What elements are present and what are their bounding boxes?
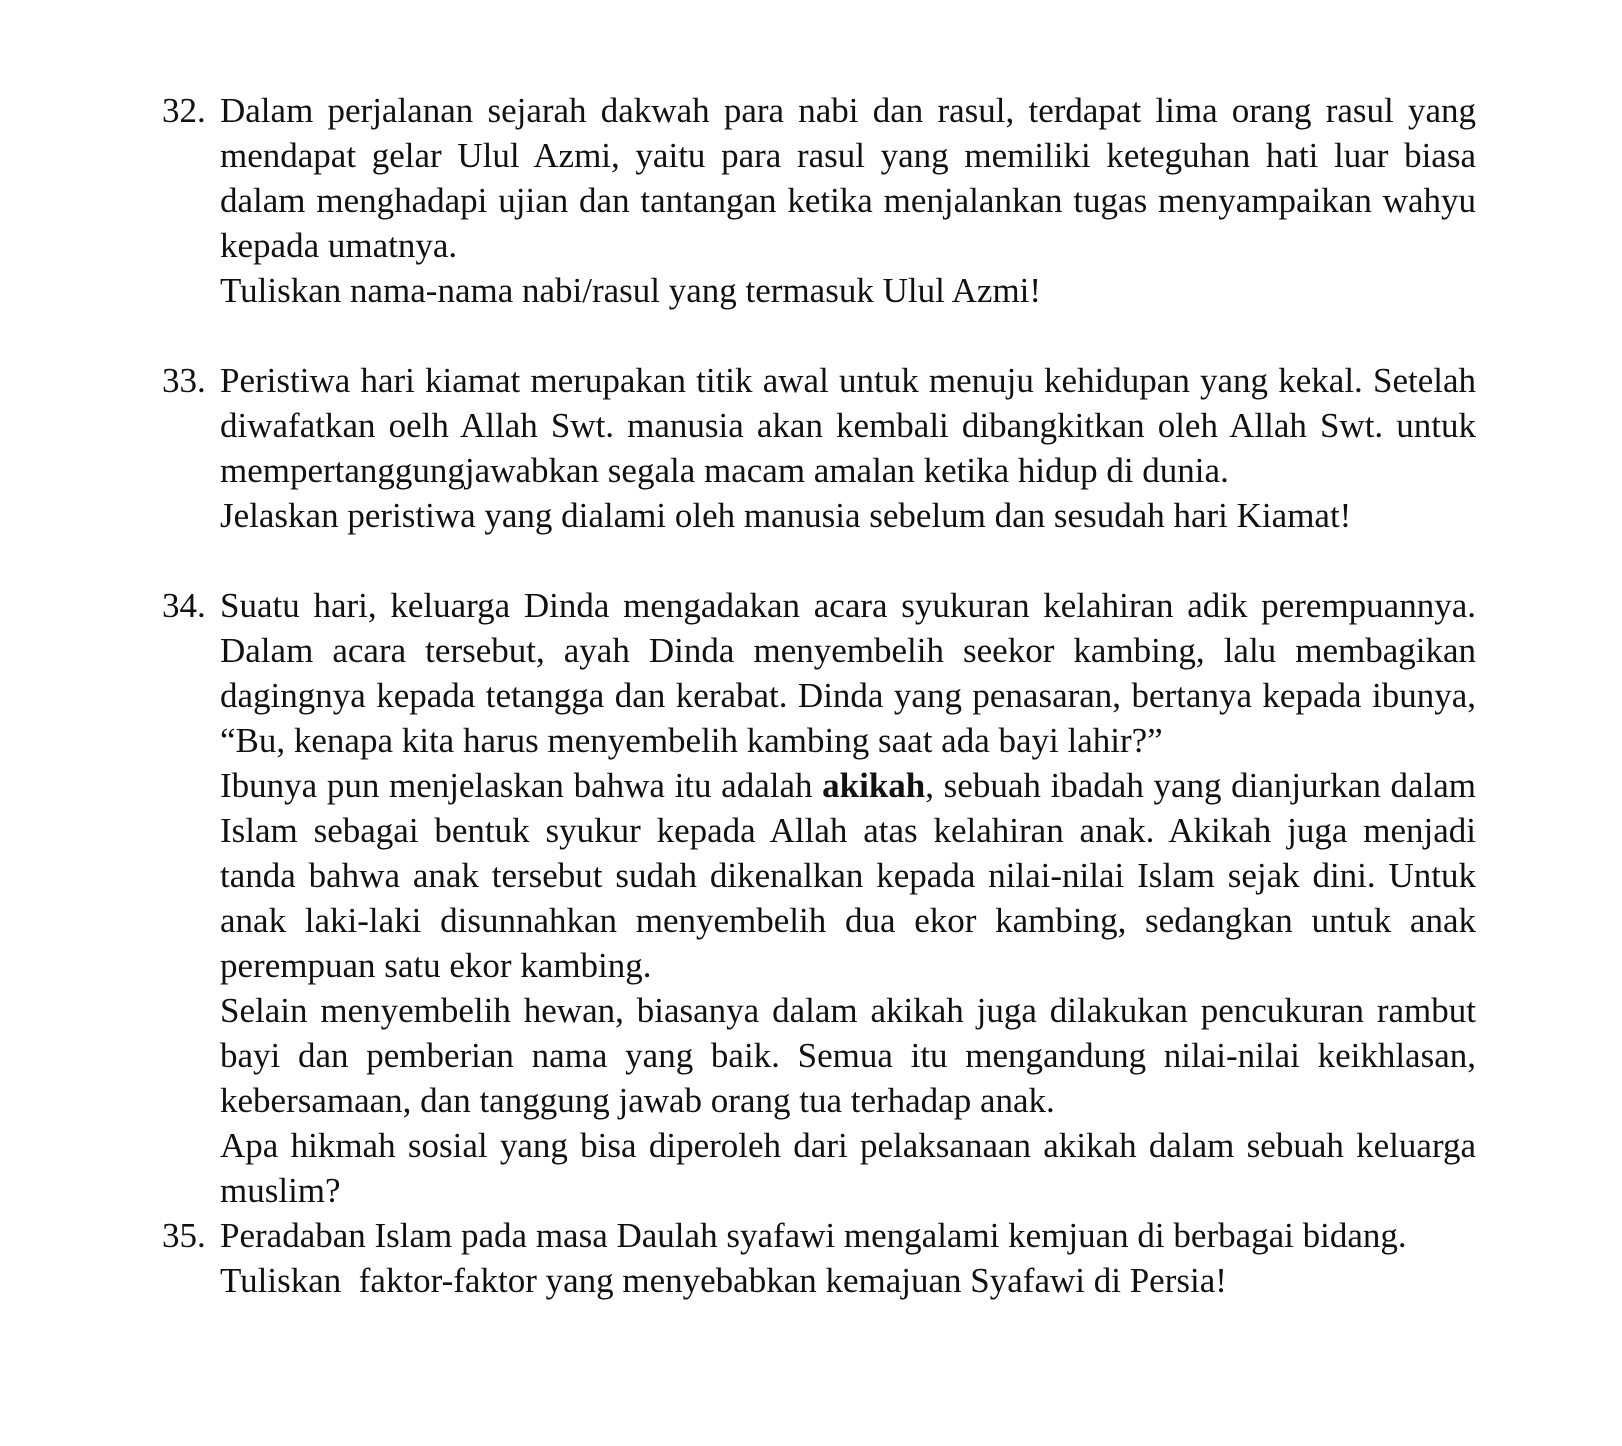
question-number: 35.	[162, 1216, 206, 1255]
text-run: Ibunya pun menjelaskan bahwa itu adalah	[220, 766, 823, 805]
question-body	[220, 583, 1476, 1213]
question-paragraph: Suatu hari, keluarga Dinda mengadakan acara syukuran kelahiran adik perempuannya. Dalam acara tersebut, ayah Dinda menyembelih seekor kambing, lalu membagikan dagingnya kepada tetangga dan kerabat. Dinda yang penasaran, bertanya kepada ibunya, “Bu, kenapa kita harus menyembelih kambing saat ada bayi lahir?”	[220, 586, 1476, 760]
question-number: 34.	[162, 586, 206, 625]
spacer	[162, 313, 1476, 358]
question-34	[162, 583, 1476, 1213]
question-32	[162, 88, 1476, 313]
question-paragraph: Peristiwa hari kiamat merupakan titik awal untuk menuju kehidupan yang kekal. Setelah diwafatkan oelh Allah Swt. manusia akan kembali dibangkitkan oleh Allah Swt. untuk mempertanggungjawabkan segala macam amalan ketika hidup di dunia.	[220, 361, 1476, 490]
question-paragraph: Peradaban Islam pada masa Daulah syafawi mengalami kemjuan di berbagai bidang.	[220, 1216, 1407, 1255]
question-prompt: Jelaskan peristiwa yang dialami oleh manusia sebelum dan sesudah hari Kiamat!	[220, 496, 1352, 535]
question-body	[220, 1213, 1476, 1303]
question-paragraph: Selain menyembelih hewan, biasanya dalam akikah juga dilakukan pencukuran rambut bayi dan pemberian nama yang baik. Semua itu mengandung nilai-nilai keikhlasan, kebersamaan, dan tanggung jawab orang tua terhadap anak.	[220, 991, 1476, 1120]
question-paragraph-akikah	[220, 763, 1476, 988]
question-prompt: Apa hikmah sosial yang bisa diperoleh dari pelaksanaan akikah dalam sebuah keluarga muslim?	[220, 1126, 1476, 1210]
text-run: , sebuah ibadah yang dianjurkan dalam Islam sebagai bentuk syukur kepada Allah atas kelahiran anak. Akikah juga menjadi tanda bahwa anak tersebut sudah dikenalkan kepada nilai-nilai Islam sejak dini. Untuk anak laki-laki disunnahkan menyembelih dua ekor kambing, sedangkan untuk anak perempuan satu ekor kambing.	[220, 766, 1476, 985]
question-paragraph: Dalam perjalanan sejarah dakwah para nabi dan rasul, terdapat lima orang rasul yang mendapat gelar Ulul Azmi, yaitu para rasul yang memiliki keteguhan hati luar biasa dalam menghadapi ujian dan tantangan ketika menjalankan tugas menyampaikan wahyu kepada umatnya.	[220, 91, 1476, 265]
document-page	[162, 88, 1476, 1303]
question-number: 32.	[162, 91, 206, 130]
question-body	[220, 88, 1476, 313]
question-prompt: Tuliskan nama-nama nabi/rasul yang termasuk Ulul Azmi!	[220, 271, 1042, 310]
question-body	[220, 358, 1476, 538]
question-33	[162, 358, 1476, 538]
question-prompt: Tuliskan faktor-faktor yang menyebabkan kemajuan Syafawi di Persia!	[220, 1261, 1227, 1300]
question-number: 33.	[162, 361, 206, 400]
spacer	[162, 538, 1476, 583]
question-35	[162, 1213, 1476, 1303]
bold-term-akikah: akikah	[822, 766, 926, 805]
